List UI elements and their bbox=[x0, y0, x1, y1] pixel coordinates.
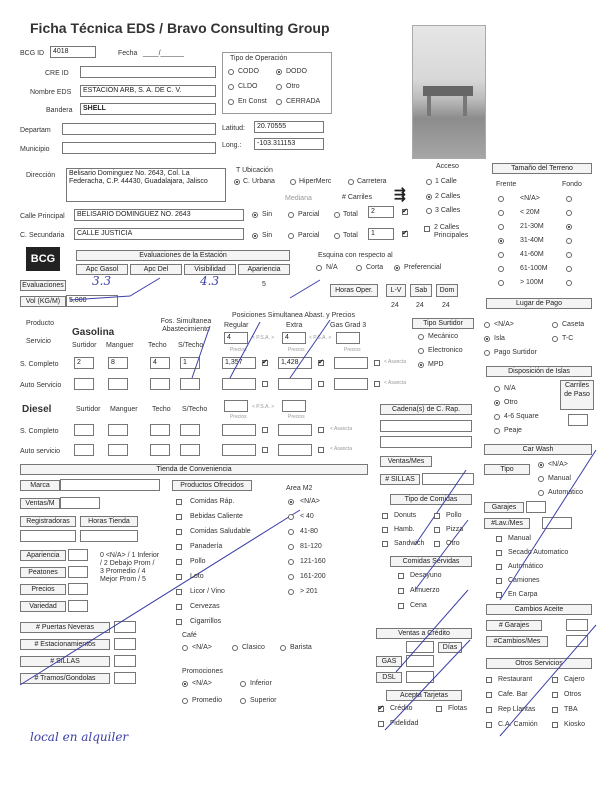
horas-tienda-label: Horas Tienda bbox=[80, 516, 138, 527]
dsl-col-surtidor: Surtidor bbox=[76, 406, 101, 413]
promo-inferior-label: Inferior bbox=[250, 680, 272, 687]
pago-surtidor-label: Pago Surtidor bbox=[494, 349, 537, 356]
regular-precios-label: Precios bbox=[230, 347, 247, 353]
garaje-camiones-label: Camiones bbox=[508, 577, 540, 584]
wash-auto-label: Automatico bbox=[548, 489, 584, 496]
dias-label: Días bbox=[438, 642, 462, 653]
dsl-s-completo-label: S. Completo bbox=[20, 428, 59, 435]
car-wash-title: Car Wash bbox=[484, 444, 592, 455]
producto-check[interactable] bbox=[176, 604, 182, 610]
evaluaciones-title: Evaluaciones de la Estación bbox=[76, 250, 290, 261]
bandera-label: Bandera bbox=[46, 107, 73, 114]
direccion-label: Dirección bbox=[26, 172, 56, 179]
servicio-label: TBA bbox=[564, 706, 578, 713]
regular-label: Regular bbox=[224, 322, 249, 329]
ventas-mes-title: Ventas/Mes bbox=[380, 456, 432, 467]
lav-mes-label: #Lav./Mes bbox=[484, 518, 530, 529]
horas-dom-value[interactable]: 24 bbox=[442, 302, 450, 309]
tienda-title: Tienda de Conveniencia bbox=[20, 464, 368, 475]
producto-check[interactable] bbox=[176, 544, 182, 550]
gasolina-title: Gasolina bbox=[72, 327, 115, 338]
servicio-label: Cajero bbox=[564, 676, 585, 683]
comida-label: Otro bbox=[446, 540, 460, 547]
rating-scale: 0 <N/A> / 1 Inferior / 2 Debajo Prom / 3 Promedio / 4 Mejor Prom / 5 bbox=[100, 552, 160, 583]
area-radio[interactable] bbox=[288, 589, 294, 595]
esquina-title: Esquina con respecto al bbox=[318, 252, 393, 259]
dsl-credit-label: DSL bbox=[376, 672, 402, 683]
gas-col-surtidor: Surtidor bbox=[72, 342, 97, 349]
ubicacion-title: T Ubicación bbox=[236, 167, 273, 174]
ubic-carretera-label: Carretera bbox=[357, 178, 387, 185]
surt-electronico-label: Electronico bbox=[428, 347, 463, 354]
horas-col-lv: L-V bbox=[386, 284, 406, 297]
islas-peaje-label: Peaje bbox=[504, 427, 522, 434]
horas-lv-value[interactable]: 24 bbox=[391, 302, 399, 309]
servicio-label: Rep Llantas bbox=[498, 706, 536, 713]
promo-promedio-label: Promedio bbox=[192, 697, 222, 704]
frente-radio[interactable] bbox=[498, 280, 504, 286]
ubic-hipermerc-label: HiperMerc bbox=[299, 178, 332, 185]
regular-psa-field[interactable]: 4 bbox=[224, 332, 248, 344]
horas-label: Horas Oper. bbox=[330, 284, 378, 297]
precios-label: Precios bbox=[20, 584, 66, 595]
fondo-radio[interactable] bbox=[566, 196, 572, 202]
cambios-mes-label: #Cambios/Mes bbox=[486, 636, 548, 647]
frente-label: Frente bbox=[496, 181, 517, 188]
area-label: <N/A> bbox=[300, 498, 320, 505]
cambios-garajes-label: # Garajes bbox=[486, 620, 542, 631]
op-otro-label: Otro bbox=[286, 83, 300, 90]
cre-id-label: CRE ID bbox=[45, 70, 69, 77]
dsl-col-manguer: Manguer bbox=[110, 406, 138, 413]
dsl-auto-servicio-label: Auto servicio bbox=[20, 448, 61, 455]
traffic-icon: ⇶ bbox=[394, 186, 406, 202]
gas-as-asancta-label: < Asancta bbox=[384, 380, 407, 386]
eval-col-apc-del: Apc Del bbox=[130, 264, 182, 275]
servicio-label: Kiosko bbox=[564, 721, 586, 728]
cs-total-label: Total bbox=[343, 232, 358, 239]
area-label: 41-80 bbox=[300, 528, 318, 535]
garaje-auto-label: Automático bbox=[508, 563, 544, 570]
comida-check[interactable] bbox=[382, 513, 388, 519]
garaje-carpa-label: En Carpa bbox=[508, 591, 538, 598]
frente-radio[interactable] bbox=[498, 266, 504, 272]
gas3-label: Gas Grad 3 bbox=[330, 322, 367, 329]
cp-total-label: Total bbox=[343, 211, 358, 218]
dsl-as-asancta-label: < Asancta bbox=[330, 446, 353, 452]
area-label: > 201 bbox=[300, 588, 318, 595]
area-radio[interactable] bbox=[288, 574, 294, 580]
tipo-surtidor-title: Tipo Surtidor bbox=[412, 318, 474, 329]
flotas-label: Flotas bbox=[448, 705, 468, 712]
fecha-field[interactable]: ____/______ bbox=[143, 50, 184, 57]
frente-radio[interactable] bbox=[498, 210, 504, 216]
frente-radio[interactable] bbox=[498, 252, 504, 258]
servicio-check[interactable] bbox=[486, 677, 492, 683]
surt-mecanico-label: Mecánico bbox=[428, 333, 458, 340]
terreno-size-label: > 100M bbox=[520, 279, 544, 286]
apariencia-label: Apariencia bbox=[20, 550, 66, 561]
diesel-title: Diesel bbox=[22, 404, 52, 415]
vol-field[interactable]: 5,000 bbox=[66, 295, 118, 307]
ubic-urbana-label: C. Urbana bbox=[243, 178, 275, 185]
puertas-label: # Puertas Neveras bbox=[20, 622, 110, 633]
eval-visibilidad-value[interactable]: 4.3 bbox=[200, 274, 220, 288]
servicio-check[interactable] bbox=[552, 707, 558, 713]
horas-sab-value[interactable]: 24 bbox=[416, 302, 424, 309]
dsl-col-techo: Techo bbox=[152, 406, 171, 413]
frente-radio[interactable] bbox=[498, 238, 504, 244]
dsl-precios-label-2: Precios bbox=[288, 414, 305, 420]
producto-label: Panadería bbox=[190, 543, 223, 550]
area-label: 161-200 bbox=[300, 573, 326, 580]
comidas-servidas-title: Comidas Servidas bbox=[390, 556, 472, 567]
cafe-clasico-label: Clasico bbox=[242, 644, 265, 651]
servicio-check[interactable] bbox=[552, 722, 558, 728]
fos-label: Fos. Simultanea Abastecimiento bbox=[160, 318, 212, 333]
fondo-radio[interactable] bbox=[566, 280, 572, 286]
cs-carriles-field[interactable]: 1 bbox=[368, 228, 394, 240]
esquina-corta-label: Corta bbox=[366, 264, 384, 271]
latitud-field[interactable]: 20.70555 bbox=[254, 121, 324, 133]
gas-auto-servicio-label: Auto Servicio bbox=[20, 382, 62, 389]
posiciones-label: Posiciones Simultanea Abast. y Precios bbox=[232, 312, 355, 319]
frente-radio[interactable] bbox=[498, 196, 504, 202]
area-radio[interactable] bbox=[288, 529, 294, 535]
calle-secundaria-field[interactable]: CALLE JUSTICIA bbox=[74, 228, 244, 240]
comida-check[interactable] bbox=[382, 541, 388, 547]
dsl-precios-label: Precios bbox=[230, 414, 247, 420]
terreno-title: Tamaño del Terreno bbox=[492, 163, 592, 174]
servicio-check[interactable] bbox=[552, 692, 558, 698]
servicio-label: Cafe. Bar bbox=[498, 691, 528, 698]
terreno-size-label: 61-100M bbox=[520, 265, 548, 272]
bcg-id-field[interactable]: 4018 bbox=[50, 46, 96, 58]
servicio-check[interactable] bbox=[486, 707, 492, 713]
calle-principal-field[interactable]: BELISARIO DOMINGUEZ NO. 2643 bbox=[74, 209, 244, 221]
fondo-radio[interactable] bbox=[566, 252, 572, 258]
producto-check[interactable] bbox=[176, 589, 182, 595]
acceso-1calle-label: 1 Calle bbox=[435, 178, 457, 185]
acceso-2calles-label: 2 Calles bbox=[435, 193, 461, 200]
tramos-label: # Tramos/Gondolas bbox=[20, 673, 110, 684]
bandera-field[interactable]: SHELL bbox=[80, 103, 216, 115]
area-radio[interactable] bbox=[288, 559, 294, 565]
carriles-paso-label: Carriles de Paso bbox=[560, 380, 594, 410]
tarjetas-title: Acepta Tarjetas bbox=[386, 690, 462, 701]
producto-label: Licor / Vino bbox=[190, 588, 225, 595]
op-cerrada-label: CERRADA bbox=[286, 98, 321, 105]
servicio-label: Otros bbox=[564, 691, 582, 698]
comida-label: Donuts bbox=[394, 512, 417, 519]
area-radio[interactable] bbox=[288, 514, 294, 520]
evaluaciones-row-label: Evaluaciones bbox=[20, 280, 66, 291]
promo-superior-label: Superior bbox=[250, 697, 277, 704]
garajes-title: Garajes bbox=[484, 502, 524, 513]
almuerzo-label: Almuerzo bbox=[410, 587, 440, 594]
op-codo-label: CODO bbox=[238, 68, 259, 75]
comida-label: Pollo bbox=[446, 512, 462, 519]
cp-parcial-label: Parcial bbox=[298, 211, 320, 218]
nombre-field[interactable]: ESTACION ARB, S. A. DE C. V. bbox=[80, 85, 216, 97]
area-label: 121-160 bbox=[300, 558, 326, 565]
gas-asancta-label: < Asancta bbox=[384, 359, 407, 365]
comida-label: Pizza bbox=[446, 526, 464, 533]
cambios-aceite-title: Cambios Aceite bbox=[486, 604, 592, 615]
vol-label: Vol (KG/M) bbox=[20, 296, 66, 307]
servicio-label: Servicio bbox=[26, 338, 51, 345]
ventas-m-label: Ventas/M bbox=[20, 498, 60, 509]
op-dodo-label: DODO bbox=[286, 68, 307, 75]
producto-label: Bebidas Caliente bbox=[190, 513, 243, 520]
cp-carriles-field[interactable]: 2 bbox=[368, 206, 394, 218]
area-radio[interactable] bbox=[288, 544, 294, 550]
servicio-check[interactable] bbox=[486, 722, 492, 728]
marca-label: Marca bbox=[20, 480, 60, 491]
extra-psa-field[interactable]: 4 bbox=[282, 332, 306, 344]
eval-col-visibilidad: Visibilidad bbox=[184, 264, 236, 275]
fecha-label: Fecha bbox=[118, 50, 138, 57]
cs-sin-label: Sin bbox=[262, 232, 273, 239]
comida-check[interactable] bbox=[434, 513, 440, 519]
producto-check[interactable] bbox=[176, 619, 182, 625]
frente-radio[interactable] bbox=[498, 224, 504, 230]
extra-precio-field[interactable]: 1,428 bbox=[278, 357, 312, 369]
islas-otro-label: Otro bbox=[504, 399, 518, 406]
dsl-asancta-label: < Asancta bbox=[330, 426, 353, 432]
calle-principal-label: Calle Principal bbox=[20, 213, 65, 220]
gas-s-completo-label: S. Completo bbox=[20, 361, 59, 368]
gas-col-manguer: Manguer bbox=[106, 342, 134, 349]
fondo-radio[interactable] bbox=[566, 210, 572, 216]
horas-col-sab: Sab bbox=[410, 284, 432, 297]
car-wash-tipo-label: Tipo bbox=[484, 464, 530, 475]
eval-col-apc-gasol: Apc Gasol bbox=[76, 264, 128, 275]
comidas-title: Tipo de Comidas bbox=[390, 494, 472, 505]
terreno-size-label: 41-60M bbox=[520, 251, 544, 258]
producto-check[interactable] bbox=[176, 559, 182, 565]
long-label: Long.: bbox=[222, 142, 242, 149]
dsl-col-stecho: S/Techo bbox=[182, 406, 208, 413]
fondo-label: Fondo bbox=[562, 181, 582, 188]
comida-label: Sandwich bbox=[394, 540, 425, 547]
pago-na-label: <N/A> bbox=[494, 321, 514, 328]
terreno-size-label: < 20M bbox=[520, 209, 540, 216]
eval-apc-gasol-value[interactable]: 3.3 bbox=[92, 274, 112, 288]
sillas-label: # SILLAS bbox=[20, 656, 110, 667]
servicio-check[interactable] bbox=[552, 677, 558, 683]
lugar-pago-title: Lugar de Pago bbox=[486, 298, 592, 309]
latitud-label: Latitud: bbox=[222, 125, 245, 132]
garaje-secado-label: Secado Automatico bbox=[508, 549, 569, 556]
producto-label: Producto bbox=[26, 320, 55, 327]
extra-label: Extra bbox=[286, 322, 303, 329]
producto-label: Cervezas bbox=[190, 603, 220, 610]
extra-psa-label: < P.S.A. > bbox=[309, 335, 332, 341]
horas-col-dom: Dom bbox=[436, 284, 458, 297]
fondo-radio[interactable] bbox=[566, 224, 572, 230]
extra-precios-label: Precios bbox=[288, 347, 305, 353]
cadena-title: Cadena(s) de C. Rap. bbox=[380, 404, 472, 415]
fondo-radio[interactable] bbox=[566, 266, 572, 272]
area-label: < 40 bbox=[300, 513, 314, 520]
cafe-barista-label: Barista bbox=[290, 644, 312, 651]
gas-sc-surtidor[interactable]: 2 bbox=[74, 357, 94, 369]
direccion-field[interactable]: Belisario Dominguez No. 2643, Col. La Federacha, C.P. 44430, Guadalajara, Jalisco bbox=[66, 168, 226, 202]
eval-apariencia-value[interactable]: 5 bbox=[262, 281, 266, 288]
comida-label: Hamb. bbox=[394, 526, 415, 533]
gas3-precios-label: Precios bbox=[344, 347, 361, 353]
producto-check[interactable] bbox=[176, 574, 182, 580]
dsl-psa-label: < P.S.A. > bbox=[252, 404, 275, 410]
wash-manual-label: Manual bbox=[548, 475, 571, 482]
cs-parcial-label: Parcial bbox=[298, 232, 320, 239]
op-cldo-label: CLDO bbox=[238, 83, 258, 90]
otros-servicios-title: Otros Servicios bbox=[486, 658, 592, 669]
producto-label: Comidas Saludable bbox=[190, 528, 251, 535]
cafe-na-label: <N/A> bbox=[192, 644, 212, 651]
terreno-size-label: 31-40M bbox=[520, 237, 544, 244]
promociones-title: Promociones bbox=[182, 668, 223, 675]
servicio-label: Restaurant bbox=[498, 676, 533, 683]
gas-sc-stecho[interactable]: 1 bbox=[180, 357, 200, 369]
islas-na-label: N/A bbox=[504, 385, 516, 392]
pago-tc-label: T-C bbox=[562, 335, 574, 342]
wash-na-label: <N/A> bbox=[548, 461, 568, 468]
terreno-size-label: 21-30M bbox=[520, 223, 544, 230]
disposicion-title: Disposición de Islas bbox=[486, 366, 592, 377]
variedad-label: Variedad bbox=[20, 601, 66, 612]
gas-credit-label: GAS bbox=[376, 656, 402, 667]
long-field[interactable]: -103.311153 bbox=[254, 138, 324, 150]
gas-col-stecho: S/Techo bbox=[178, 342, 204, 349]
credito-label: Crédito bbox=[390, 705, 413, 712]
ventas-credito-title: Ventas a Crédito bbox=[376, 628, 472, 639]
registradoras-label: Registradoras bbox=[20, 516, 76, 527]
bcg-id-label: BCG ID bbox=[20, 50, 45, 57]
cafe-title: Café bbox=[182, 632, 197, 639]
operacion-title: Tipo de Operación bbox=[230, 55, 288, 62]
esquina-na-label: N/A bbox=[326, 264, 338, 271]
acceso-principales-label: 2 Calles Principales bbox=[434, 224, 469, 239]
carriles-label: # Carriles bbox=[342, 194, 372, 201]
eval-col-apariencia: Apariencia bbox=[238, 264, 290, 275]
fidelidad-label: Fidelidad bbox=[390, 720, 419, 727]
regular-precio-field[interactable]: 1,357 bbox=[222, 357, 256, 369]
islas-square-label: 4-6 Square bbox=[504, 413, 539, 420]
desayuno-label: Desayuno bbox=[410, 572, 442, 579]
municipio-label: Municipio bbox=[20, 146, 50, 153]
productos-title: Productos Ofrecidos bbox=[172, 480, 252, 491]
handwritten-note: local en alquiler bbox=[30, 730, 129, 744]
area-title: Area M2 bbox=[286, 485, 313, 492]
page-title: Ficha Técnica EDS / Bravo Consulting Group bbox=[30, 20, 330, 36]
producto-check[interactable] bbox=[176, 514, 182, 520]
acceso-3calles-label: 3 Calles bbox=[435, 207, 461, 214]
bcg-logo: BCG bbox=[26, 247, 60, 271]
regular-psa-label: < P.S.A. > bbox=[252, 335, 275, 341]
calle-secundaria-label: C. Secundaria bbox=[20, 232, 65, 239]
producto-label: Comidas Ráp. bbox=[190, 498, 235, 505]
servicio-label: C.A. Camión bbox=[498, 721, 538, 728]
producto-check[interactable] bbox=[176, 529, 182, 535]
gas-sc-manguer[interactable]: 8 bbox=[108, 357, 128, 369]
comida-check[interactable] bbox=[434, 527, 440, 533]
area-radio[interactable] bbox=[288, 499, 294, 505]
ventas-sillas-label: # SILLAS bbox=[380, 474, 420, 485]
op-enconst-label: En Const bbox=[238, 98, 267, 105]
producto-label: Loto bbox=[190, 573, 204, 580]
pago-caseta-label: Caseta bbox=[562, 321, 585, 328]
gas-col-techo: Techo bbox=[148, 342, 167, 349]
producto-label: Pollo bbox=[190, 558, 206, 565]
fondo-radio[interactable] bbox=[566, 238, 572, 244]
nombre-label: Nombre EDS bbox=[30, 89, 72, 96]
terreno-size-label: <N/A> bbox=[520, 195, 540, 202]
servicio-check[interactable] bbox=[486, 692, 492, 698]
mediana-label: Mediana bbox=[285, 195, 312, 202]
area-label: 81-120 bbox=[300, 543, 322, 550]
surt-mpd-label: MPD bbox=[428, 361, 444, 368]
promo-na-label: <N/A> bbox=[192, 680, 212, 687]
pago-isla-label: Isla bbox=[494, 335, 505, 342]
peatones-label: Peatones bbox=[20, 567, 66, 578]
comida-check[interactable] bbox=[382, 527, 388, 533]
cp-sin-label: Sin bbox=[262, 211, 273, 218]
esquina-preferencial-label: Preferencial bbox=[404, 264, 442, 271]
departam-label: Departam bbox=[20, 127, 51, 134]
garaje-manual-label: Manual bbox=[508, 535, 531, 542]
producto-check[interactable] bbox=[176, 499, 182, 505]
acceso-title: Acceso bbox=[436, 163, 459, 170]
comida-check[interactable] bbox=[434, 541, 440, 547]
producto-label: Cigarrillos bbox=[190, 618, 222, 625]
cena-label: Cena bbox=[410, 602, 427, 609]
gas-sc-techo[interactable]: 4 bbox=[150, 357, 170, 369]
estacionamientos-label: # Estacionamientos bbox=[20, 639, 110, 650]
